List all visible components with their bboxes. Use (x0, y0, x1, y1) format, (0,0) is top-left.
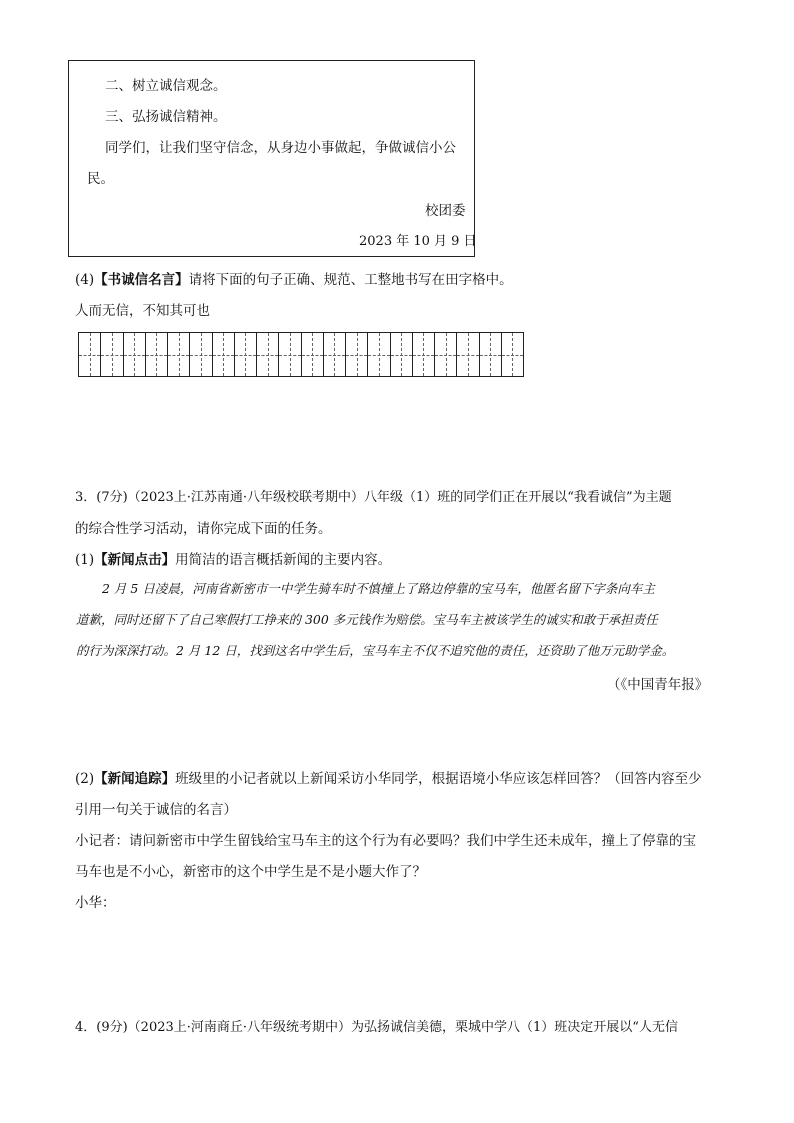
grid-cell[interactable] (146, 333, 168, 376)
grid-cell[interactable] (457, 333, 479, 376)
q3-sub2 (75, 767, 702, 787)
grid-cell[interactable] (101, 333, 123, 376)
grid-cell[interactable] (213, 333, 235, 376)
grid-cell[interactable] (124, 333, 146, 376)
q2-4-tag: 【书诚信名言】 (94, 272, 189, 288)
q3-sub1-prefix: (1) (75, 552, 95, 568)
grid-cell[interactable] (324, 333, 346, 376)
xiaohua-answer-label: 小华： (75, 895, 116, 911)
notice-signature: 校团委 (425, 203, 466, 219)
q2-4-text: 请将下面的句子正确、规范、工整地书写在田字格中。 (188, 272, 513, 288)
grid-cell[interactable] (346, 333, 368, 376)
grid-cell[interactable] (413, 333, 435, 376)
notice-line-1: 二、树立诚信观念。 (105, 78, 227, 94)
grid-cell[interactable] (480, 333, 502, 376)
grid-cell[interactable] (235, 333, 257, 376)
grid-cell[interactable] (368, 333, 390, 376)
notice-line-2: 三、弘扬诚信精神。 (105, 109, 227, 125)
tianzige-grid[interactable] (78, 332, 524, 377)
grid-cell[interactable] (502, 333, 523, 376)
grid-cell[interactable] (79, 333, 101, 376)
grid-cell[interactable] (435, 333, 457, 376)
q4-header-line-1: 4．(9分)（2023上·河南商丘·八年级统考期中）为弘扬诚信美德，栗城中学八（1）班决定开展以“人无信 (75, 1020, 678, 1035)
q3-sub1 (75, 548, 391, 568)
q3-sub2-text: 班级里的小记者就以上新闻采访小华同学，根据语境小华应该怎样回答？（回答内容至少 (175, 771, 702, 787)
grid-cell[interactable] (257, 333, 279, 376)
notice-line-4: 民。 (87, 171, 114, 187)
grid-cell[interactable] (302, 333, 324, 376)
q2-4-prefix: (4) (75, 272, 95, 288)
notice-date: 2023 年 10 月 9 日 (359, 234, 477, 249)
reporter-line-2: 马车也是不小心，新密市的这个中学生是不是小题大作了？ (75, 864, 426, 880)
q3-sub1-tag: 【新闻点击】 (94, 552, 176, 568)
q2-4-sentence: 人而无信，不知其可也 (75, 303, 210, 319)
news-line-1: 2 月 5 日凌晨，河南省新密市一中学生骑车时不慎撞上了路边停靠的宝马车，他匿名留下字条向车主 (102, 581, 655, 596)
notice-line-3: 同学们，让我们坚守信念，从身边小事做起，争做诚信小公 (105, 140, 456, 156)
q3-sub2-prefix: (2) (75, 771, 95, 787)
grid-cell[interactable] (279, 333, 301, 376)
grid-cell[interactable] (190, 333, 212, 376)
q3-sub1-text: 用简洁的语言概括新闻的主要内容。 (175, 552, 392, 568)
news-line-3: 的行为深深打动。2 月 12 日，找到这名中学生后，宝马车主不仅不追究他的责任，还资助了他万元助学金。 (76, 643, 675, 658)
reporter-line-1: 小记者：请问新密市中学生留钱给宝马车主的这个行为有必要吗？我们中学生还未成年，撞上了停靠的宝 (75, 833, 696, 849)
q3-header-line-1: 3．(7分)（2023上·江苏南通·八年级校联考期中）八年级（1）班的同学们正在开展以“我看诚信”为主题 (75, 490, 672, 505)
news-line-2: 道歉，同时还留下了自己寒假打工挣来的 300 多元钱作为赔偿。宝马车主被该学生的诚实和敢于承担责任 (76, 612, 658, 627)
q2-4-instruction (75, 268, 513, 288)
q3-sub2-text-2: 引用一句关于诚信的名言） (75, 802, 237, 818)
q3-sub2-tag: 【新闻追踪】 (94, 771, 176, 787)
q3-header-line-2: 的综合性学习活动，请你完成下面的任务。 (75, 521, 332, 537)
grid-cell[interactable] (391, 333, 413, 376)
news-source: （《中国青年报》 (607, 677, 709, 693)
grid-cell[interactable] (168, 333, 190, 376)
